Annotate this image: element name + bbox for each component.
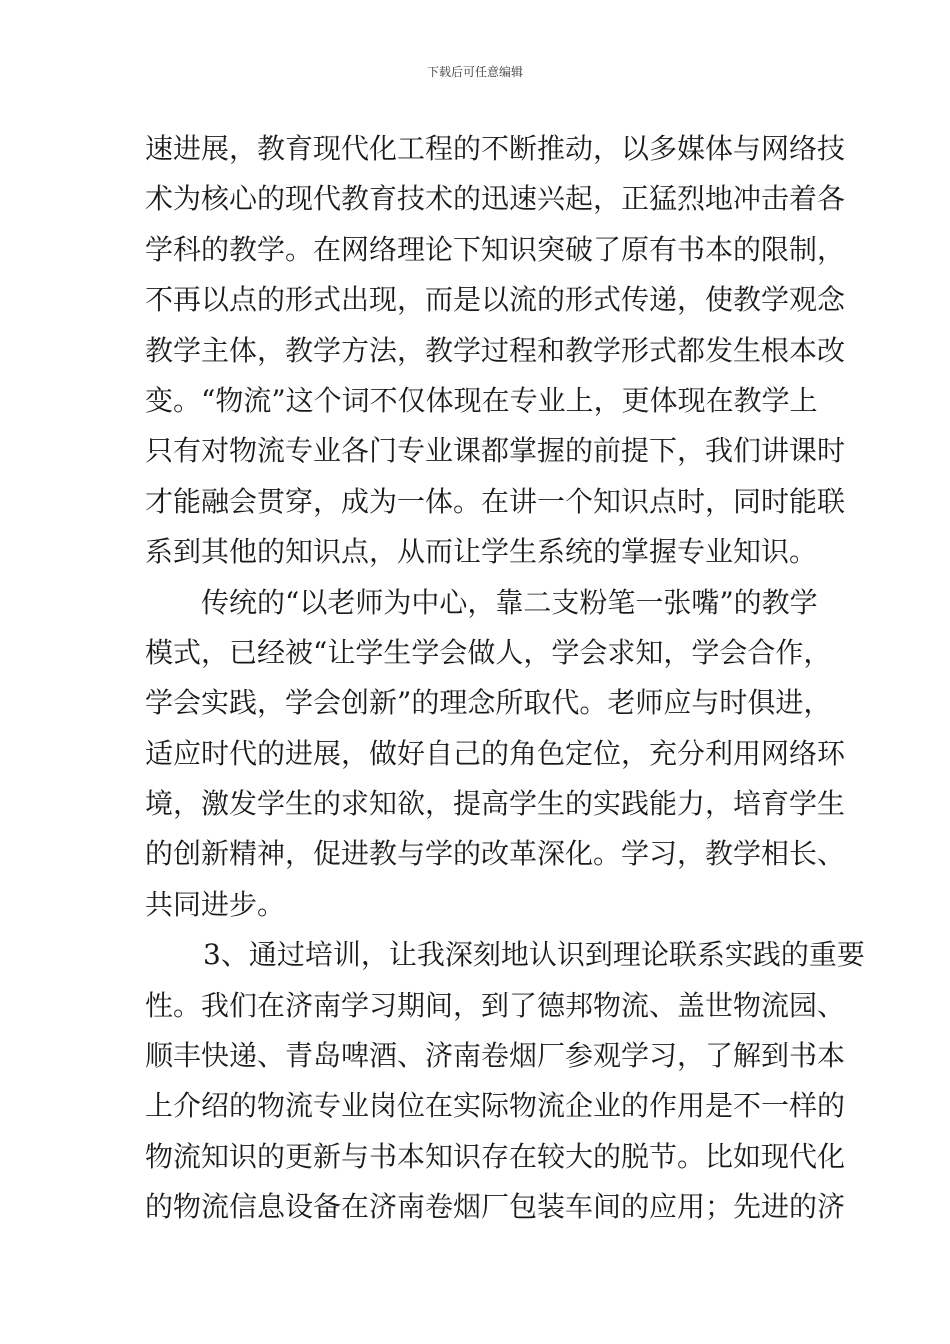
body-line: 境，激发学生的求知欲，提高学生的实践能力，培育学生	[145, 787, 846, 821]
body-line: 系到其他的知识点，从而让学生系统的掌握专业知识。	[145, 535, 818, 569]
body-line: 共同进步。	[145, 887, 286, 921]
paragraph-start-line: 传统的“以老师为中心，靠二支粉笔一张嘴”的教学	[201, 585, 818, 619]
body-line: 术为核心的现代教育技术的迅速兴起，正猛烈地冲击着各	[145, 182, 846, 216]
body-line: 性。我们在济南学习期间，到了德邦物流、盖世物流园、	[145, 988, 846, 1022]
document-body	[145, 124, 865, 1233]
body-line: 教学主体，教学方法，教学过程和教学形式都发生根本改	[145, 333, 846, 367]
body-line: 上介绍的物流专业岗位在实际物流企业的作用是不一样的	[145, 1089, 846, 1123]
body-line: 才能融会贯穿，成为一体。在讲一个知识点时，同时能联	[145, 484, 846, 518]
body-line: 模式，已经被“让学生学会做人，学会求知，学会合作，	[145, 635, 832, 669]
body-line: 适应时代的进展，做好自己的角色定位，充分利用网络环	[145, 736, 846, 770]
page-header: 下载后可任意编辑	[426, 65, 523, 79]
body-line: 学会实践，学会创新”的理念所取代。老师应与时俱进，	[145, 686, 832, 720]
body-line: 只有对物流专业各门专业课都掌握的前提下，我们讲课时	[145, 434, 846, 468]
body-line: 学科的教学。在网络理论下知识突破了原有书本的限制，	[145, 232, 846, 266]
body-line: 物流知识的更新与书本知识存在较大的脱节。比如现代化	[145, 1139, 846, 1173]
body-line: 顺丰快递、青岛啤酒、济南卷烟厂参观学习，了解到书本	[145, 1039, 846, 1073]
body-line: 变。“物流”这个词不仅体现在专业上，更体现在教学上	[145, 383, 818, 417]
body-line: 的创新精神，促进教与学的改革深化。学习，教学相长、	[145, 837, 846, 871]
paragraph-start-line: 3、通过培训，让我深刻地认识到理论联系实践的重要	[203, 938, 865, 972]
body-line: 的物流信息设备在济南卷烟厂包装车间的应用；先进的济	[145, 1190, 846, 1224]
body-line: 不再以点的形式出现，而是以流的形式传递，使教学观念	[145, 283, 846, 317]
body-line: 速进展，教育现代化工程的不断推动，以多媒体与网络技	[145, 132, 846, 165]
